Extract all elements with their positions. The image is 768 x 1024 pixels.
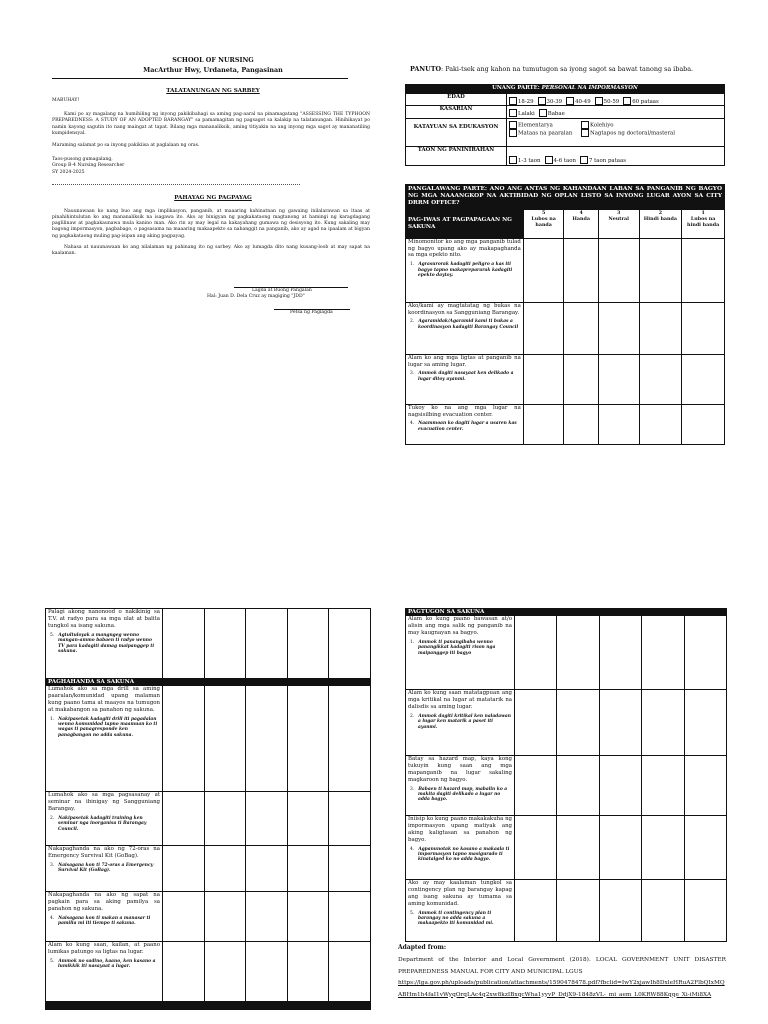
rating-cell[interactable] [515, 616, 557, 690]
option-label: 4-6 taon [553, 157, 576, 164]
option-checkbox[interactable] [566, 99, 591, 105]
question-row [406, 616, 727, 690]
rating-cell[interactable] [523, 354, 564, 404]
option-label: Kolehiyo [590, 122, 614, 129]
translation: Ammok dagiti nasayaat ken delikado a lugar ditoy ayanmi. [418, 371, 514, 382]
closing-year: SY 2024-2025 [52, 169, 85, 175]
question-text: Alam ko ang mga ligtas at panganib na lugar sa aming lugar. [408, 354, 521, 368]
translation: Babaen ti hazard map, mabalin ko a makita dagiti delikado a lugar no adda bagyo. [418, 786, 508, 803]
question-text: Nakapaghanda na ako ng 72-oras na Emergency Survival Kit (GoBag). [48, 846, 160, 859]
rating-cell[interactable] [684, 756, 726, 816]
sex-label: KASARIAN [406, 106, 507, 119]
translation: Naisagana kon ti makan a manasar ti pamilia mi iti tiempo ti sakuna. [58, 915, 151, 927]
rating-cell[interactable] [329, 609, 371, 679]
question-row [406, 690, 727, 756]
rating-cell[interactable] [246, 892, 288, 942]
option-label: Mataas na paaralan [518, 130, 573, 137]
translation: Naisagana kon ti 72-oras a Emergency Survival Kit (GoBag). [58, 862, 154, 874]
scale-5-header: 5 Lubos na handa [523, 209, 564, 238]
rating-cell[interactable] [246, 686, 288, 792]
translation: Agtultuloyak a mangngeg wenno mangan-ammo babaen ti radyo wenno TV para kadagiti damag maipanggep ti sakuna. [58, 632, 155, 654]
rating-cell[interactable] [246, 609, 288, 679]
rating-cell[interactable] [204, 846, 246, 892]
option-label: 50-59 [603, 98, 620, 105]
reference-url[interactable]: https://lga.gov.ph/uploads/publication/attachments/1590478478.pdf?fbclid=IwY2xjawIh8DxleHRuA2FlbQIxMQABHm1h4faI1vWyqOrqLAc4q2xw8kzIBxqcWha1yyvP_DdjX9-1848zVL-_mi_aem_L0KRW88Kqqe_Xi-iMi8XA [398, 980, 725, 998]
rating-cell[interactable] [163, 892, 205, 942]
education-options [507, 119, 725, 147]
question-cell [406, 616, 515, 690]
option-label: 30-39 [546, 98, 563, 105]
rating-cell[interactable] [599, 756, 641, 816]
translation-text [48, 959, 160, 970]
item-number: 3. [410, 786, 415, 792]
item-number: 1. [410, 262, 415, 268]
translation-text [408, 714, 512, 730]
residence-label: TAON NG PANINIRAHAN [406, 147, 507, 166]
sex-options [507, 106, 725, 119]
rating-cell[interactable] [287, 686, 329, 792]
option-checkbox[interactable] [509, 129, 577, 137]
question-text: Lumahok ako sa mga pagsasanay at seminar na ibinigay ng Sangguniang Barangay. [48, 792, 160, 812]
closing-line: Taos-pusong gumagalang, [52, 157, 113, 163]
rating-cell[interactable] [204, 942, 246, 1002]
rating-cell[interactable] [557, 690, 599, 756]
rating-cell[interactable] [329, 686, 371, 792]
rating-cell[interactable] [684, 816, 726, 880]
rating-cell[interactable] [515, 690, 557, 756]
rating-cell[interactable] [639, 302, 682, 354]
question-row [46, 942, 371, 1002]
rating-cell[interactable] [564, 302, 598, 354]
rating-cell[interactable] [523, 238, 564, 302]
scale-1-header: 1 Lubos na hindi handa [682, 209, 725, 238]
option-checkbox[interactable] [539, 111, 565, 117]
letter-page [52, 56, 374, 316]
option-label: Nagtapos ng doctoral/masteral [590, 130, 675, 137]
option-label: 60 pataas [632, 98, 659, 105]
rating-cell[interactable] [684, 690, 726, 756]
question-row [46, 892, 371, 942]
rating-cell[interactable] [684, 880, 726, 942]
rating-cell[interactable] [639, 354, 682, 404]
question-text: Iniisip ko kung paano makakakuha ng impormasyon upang matiyak ang aking kaligtasan sa panahon ng bagyo. [408, 816, 512, 843]
checkbox-square[interactable] [581, 129, 589, 137]
question-row [46, 792, 371, 846]
option-label: Elementarya [518, 122, 553, 129]
rating-cell[interactable] [642, 816, 684, 880]
question-text: Nakapaghanda na ako ng sapat na pagkain para sa aking pamilya sa panahon ng sakuna. [48, 892, 160, 912]
translation: Ammok ti contingency plan ti barangay no adda sakuna a makaapekto iti komunidad mi. [418, 910, 494, 927]
question-row [406, 302, 725, 354]
question-cell [46, 892, 163, 942]
question-text: Lumahok ako sa mga drill sa aming paaralan/komunidad upang malaman kung paano tama at maayos na tumugon at makabangon sa panahon ng sakuna. [48, 686, 160, 713]
rating-cell[interactable] [639, 404, 682, 444]
checkbox-square[interactable] [509, 97, 517, 105]
header-rule [52, 78, 348, 79]
translation: Nakipasetak kadagiti training ken seminar nga inorganisa ti Barangay Council. [58, 815, 147, 832]
translation: Ammok ti panangibaba wenno panangikkat kadagiti rison nga maipanggep iti bagyo [418, 639, 496, 656]
question-row [406, 816, 727, 880]
item-number: 2. [50, 815, 55, 821]
signature-label: Lagda at Buong Pangalan [252, 288, 312, 294]
question-cell [406, 404, 524, 444]
signature-example: Hal: Juan D. Dela Cruz ay magiging "JDD" [207, 294, 305, 300]
translation-text [408, 262, 521, 278]
checkbox-square[interactable] [509, 109, 517, 117]
response-table [405, 608, 727, 942]
rating-cell[interactable] [163, 846, 205, 892]
option-checkbox[interactable] [509, 158, 541, 164]
translation: Agaramidak/Agaramid kami ti bukas a koordinasyon kadagiti Barangay Council [418, 319, 519, 330]
rating-cell[interactable] [599, 616, 641, 690]
school-address: MacArthur Hwy, Urdaneta, Pangasinan [143, 66, 283, 74]
translation-text [408, 911, 512, 927]
question-cell [46, 686, 163, 792]
consent-title: PAHAYAG NG PAGPAYAG [174, 194, 252, 201]
translation-text [48, 717, 160, 739]
rating-cell[interactable] [599, 816, 641, 880]
rating-cell[interactable] [682, 302, 725, 354]
option-label: Babae [547, 110, 565, 117]
question-text: Minomonitor ko ang mga panganib tulad ng bagyo upang ako ay makapaghanda sa mga epekto nito. [408, 238, 521, 259]
scale-4-header: 4 Handa [564, 209, 598, 238]
rating-cell[interactable] [515, 880, 557, 942]
question-row [406, 404, 725, 444]
rating-cell[interactable] [598, 404, 639, 444]
option-label: Lalaki [518, 110, 535, 117]
question-text: Ako/kami ay magtatatag ng bukas na koordinasyon sa Sangguniang Barangay. [408, 302, 521, 316]
thanks-paragraph: Maraming salamat po sa inyong pakikiisa at paglalaan ng oras. [52, 143, 200, 149]
rating-cell[interactable] [329, 942, 371, 1002]
rating-cell[interactable] [564, 404, 598, 444]
translation: Ammok no sadino, kaano, ken kasano a lumikkik iti nasayaat a lugar. [58, 958, 156, 970]
question-cell [406, 238, 524, 302]
checkbox-square[interactable] [595, 97, 603, 105]
adapted-from-label: Adapted from: [398, 944, 447, 951]
part2-title: PANGALAWANG PARTE: ANO ANG ANTAS NG KAHANDAAN LABAN SA PANGANIB NG BAGYO NG MGA NAAANGKOP NA AKTIBIDAD NG OPLAN LISTO SA INYONG LUGAR AYON SA CITY DRRM OFFICE? [406, 185, 725, 210]
question-text: Palagi akong nanonood o nakikinig sa T.V. at radyo para sa mga ulat at balita tungkol sa isang sakuna. [48, 609, 160, 629]
consent-paragraph-2: Nahasa at nauunawaan ko ang nilalaman ng pahinang ito ng sarbey. Ako ay lumagda dito nang kusang-loob at may sapat na kaalaman. [52, 244, 370, 257]
date-label: Petsa ng Paglagda [290, 309, 333, 315]
translation-text [48, 816, 160, 832]
education-label: KATAYUAN SA EDUKASYON [406, 119, 507, 147]
rating-cell[interactable] [564, 238, 598, 302]
question-cell [406, 302, 524, 354]
question-cell [46, 846, 163, 892]
rating-cell[interactable] [598, 302, 639, 354]
rating-cell[interactable] [329, 892, 371, 942]
scale-3-header: 3 Neutral [598, 209, 639, 238]
question-cell [46, 609, 163, 679]
checkbox-square[interactable] [623, 97, 631, 105]
question-row [406, 354, 725, 404]
rating-cell[interactable] [246, 792, 288, 846]
scale-2-header: 2 Hindi handa [639, 209, 682, 238]
rating-cell[interactable] [599, 690, 641, 756]
rating-cell[interactable] [682, 404, 725, 444]
panuto-label: PANUTO [410, 65, 442, 73]
rating-cell[interactable] [523, 404, 564, 444]
question-cell [406, 880, 515, 942]
translation-text [48, 863, 160, 874]
rating-cell[interactable] [287, 792, 329, 846]
rating-cell[interactable] [204, 792, 246, 846]
rating-cell[interactable] [564, 354, 598, 404]
translation-text [408, 847, 512, 863]
item-number: 2. [410, 319, 415, 325]
rating-cell[interactable] [163, 686, 205, 792]
rating-cell[interactable] [329, 846, 371, 892]
option-checkbox[interactable] [581, 129, 675, 137]
option-checkbox[interactable] [509, 111, 535, 117]
rating-cell[interactable] [246, 942, 288, 1002]
option-checkbox[interactable] [595, 99, 620, 105]
rating-cell[interactable] [287, 846, 329, 892]
translation: Agpanunotak no kasano a makaala ti impormasyon tapno masigurado ti kinatalged ko no adda bagyo. [418, 846, 510, 863]
rating-cell[interactable] [163, 609, 205, 679]
rating-cell[interactable] [642, 756, 684, 816]
checkbox-square[interactable] [545, 156, 553, 164]
preparedness-table [45, 608, 371, 1010]
rating-cell[interactable] [163, 792, 205, 846]
rating-cell[interactable] [287, 942, 329, 1002]
rating-cell[interactable] [287, 609, 329, 679]
item-number: 4. [410, 421, 415, 427]
item-number: 4. [50, 915, 55, 921]
item-number: 2. [410, 713, 415, 719]
rating-cell[interactable] [515, 816, 557, 880]
option-label: 40-49 [575, 98, 591, 105]
rating-cell[interactable] [163, 942, 205, 1002]
rating-cell[interactable] [557, 616, 599, 690]
preparedness-section-header: PAGHAHANDA SA SAKUNA [46, 679, 371, 686]
age-label: EDAD [406, 94, 507, 106]
rating-cell[interactable] [639, 238, 682, 302]
prevention-section-header: PAG-IWAS AT PAGPAPAGAAN NG SAKUNA [406, 209, 524, 238]
rating-cell[interactable] [598, 354, 639, 404]
school-name: SCHOOL OF NURSING [172, 56, 254, 64]
consent-paragraph: Nauunawaan ko nang buo ang mga implikasyon, panganib, at maaaring kahinatnan ng gawaing inilalarawan sa itaas at pinahihintulutan ko ang mananaliksik na isagawa ito. Ako ay binigyan ng pagkakataong magtanong at hamingi ng karagdagang paglilinaw at pagkakaunawa mula kanino man. Ako rin ay may legal na kakayahang gumawa ng desisyong ito. Kung sakaling may bagong impormasyon, pagbabago, o pagsasama na maaaring makaapekto sa nabanggit na panganib, ako ay agad na ipaalam at bigyan ng pagkakataong muling pag-isipan ang aking pagpayag. [52, 208, 370, 239]
question-row [46, 846, 371, 892]
rating-cell[interactable] [599, 880, 641, 942]
translation: Nakipasetak kadagiti drill iti pagadalan wenno komunidad tapno maamuan ko ti wagas ti panagresponde ken panagbangon no adda sakuna. [58, 716, 158, 738]
rating-cell[interactable] [329, 792, 371, 846]
option-checkbox[interactable] [580, 158, 626, 164]
rating-cell[interactable] [642, 880, 684, 942]
translation: Agrasurorak kadagiti peligro a kas iti bagyo tapno makaprepararak kadagiti epekto daytoy. [418, 262, 513, 279]
rating-cell[interactable] [515, 756, 557, 816]
dotted-divider [52, 184, 300, 185]
question-row [406, 880, 727, 942]
survey-title: TALATANUNGAN NG SARBEY [166, 88, 260, 94]
option-checkbox[interactable] [509, 121, 577, 129]
panuto-line [410, 65, 693, 73]
item-number: 4. [410, 846, 415, 852]
checkbox-square[interactable] [566, 97, 574, 105]
item-number: 1. [410, 639, 415, 645]
checkbox-square[interactable] [538, 97, 546, 105]
question-cell [406, 690, 515, 756]
checkbox-square[interactable] [580, 156, 588, 164]
question-text: Alam ko kung saan matatagpuan ang mga kritikal na lugar at matatarik na dalisdis sa aming lugar. [408, 690, 512, 710]
residence-options [507, 147, 725, 166]
option-label: 7 taon pataas [589, 157, 626, 164]
rating-cell[interactable] [684, 616, 726, 690]
part2-table [405, 184, 725, 445]
rating-cell[interactable] [246, 846, 288, 892]
question-cell [406, 816, 515, 880]
rating-cell[interactable] [287, 892, 329, 942]
item-number: 5. [50, 632, 55, 638]
checkbox-square[interactable] [581, 121, 589, 129]
question-text: Tukoy ko na ang mga lugar na nagsisilbing evacuation center. [408, 404, 521, 418]
part1-title: UNANG PARTE: PERSONAL NA IMPORMASYON [406, 85, 725, 94]
translation: Ammok dagiti kritikal ken naladawan a lugar ken matarik a paset iti ayanmi. [418, 713, 511, 730]
table-bottom-bar [46, 1002, 371, 1010]
reference-text: Department of the Interior and Local Government (2018). LOCAL GOVERNMENT UNIT DISASTER PREPAREDNESS MANUAL FOR CITY AND MUNICIPAL LGUS [398, 957, 726, 975]
translation: Naammoan ko dagiti lugar a usaren kas evacuation center. [418, 421, 517, 432]
translation-text [408, 319, 521, 330]
checkbox-square[interactable] [509, 129, 517, 137]
rating-cell[interactable] [557, 756, 599, 816]
translation-text [408, 371, 521, 382]
rating-cell[interactable] [642, 690, 684, 756]
checkbox-square[interactable] [509, 156, 517, 164]
question-text: Alam ko kung saan, kailan, at paano lumikas patungo sa ligtas na lugar. [48, 942, 160, 955]
item-number: 5. [50, 958, 55, 964]
option-label: 1-3 taon [518, 157, 541, 164]
translation-text [408, 640, 512, 656]
option-checkbox[interactable] [581, 121, 651, 129]
question-cell [406, 756, 515, 816]
rating-cell[interactable] [642, 616, 684, 690]
item-number: 3. [50, 862, 55, 868]
translation-text [408, 787, 512, 803]
option-checkbox[interactable] [509, 99, 534, 105]
question-row [46, 609, 371, 679]
closing-group: Group B-4 Nursing Researcher [52, 163, 125, 169]
option-checkbox[interactable] [538, 99, 563, 105]
rating-cell[interactable] [682, 238, 725, 302]
translation-text [48, 916, 160, 927]
question-cell [46, 942, 163, 1002]
option-label: 18-29 [518, 98, 534, 105]
panuto-text: : Paki-tsek ang kahon na tumutugon sa iyong sagot sa bawat tanong sa ibaba. [441, 65, 694, 73]
item-number: 3. [410, 371, 415, 377]
question-text: Ako ay may kaalaman tungkol sa contingency plan ng barangay kapag ang isang sakuna ay tumama sa aming komunidad. [408, 880, 512, 907]
intro-paragraph: Kami po ay magalang na humihiling ng inyong pakikibahagi sa aming pag-aaral na pinamagatang "ASSESSING THE TYPHOON PREPAREDNESS: A STUDY OF AN ADOPTED BARANGAY" sa pamamagitan ng pagsagot sa kalakip na talatanungan. Hinihikayat po namin kayong sagutin ito nang maingat at tapat. Bilang mga mananaliksik, aming titiyakin na ang inyong mga sagot ay mananatiling kumpidensyal. [52, 112, 370, 136]
rating-cell[interactable] [204, 609, 246, 679]
rating-cell[interactable] [682, 354, 725, 404]
checkbox-square[interactable] [539, 109, 547, 117]
item-number: 1. [50, 716, 55, 722]
rating-cell[interactable] [204, 686, 246, 792]
item-number: 5. [410, 910, 415, 916]
question-row [406, 238, 725, 302]
rating-cell[interactable] [598, 238, 639, 302]
translation-text [408, 421, 521, 432]
question-text: Alam ko kung paano bawasan at/o alisin ang mga salik ng panganib na may kaugnayan sa bagyo. [408, 616, 512, 636]
option-checkbox[interactable] [545, 158, 577, 164]
translation-text [48, 633, 160, 655]
rating-cell[interactable] [557, 816, 599, 880]
option-checkbox[interactable] [623, 99, 659, 105]
age-options [507, 94, 725, 106]
greeting: MABUHAY! [52, 98, 80, 103]
question-text: Batay sa hazard map, kaya kong tukuyin kung saan ang mga mapanganib na lugar sakaling magkaroon ng bagyo. [408, 756, 512, 783]
rating-cell[interactable] [523, 302, 564, 354]
question-cell [406, 354, 524, 404]
question-row [46, 686, 371, 792]
rating-cell[interactable] [557, 880, 599, 942]
rating-cell[interactable] [204, 892, 246, 942]
question-cell [46, 792, 163, 846]
checkbox-square[interactable] [509, 121, 517, 129]
question-row [406, 756, 727, 816]
personal-info-table [405, 84, 725, 166]
response-section-header: PAGTUGON SA SAKUNA [406, 609, 727, 616]
